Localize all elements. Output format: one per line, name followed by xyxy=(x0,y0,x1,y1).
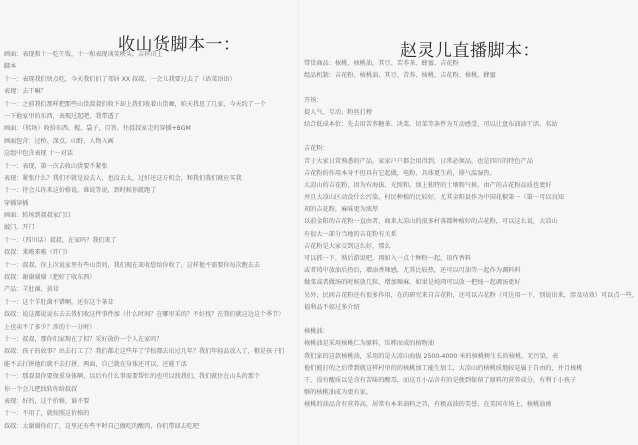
left-script-line: 画面：表现和十一吃午饭，十一和表现谈笑映头，吉祥山上 xyxy=(4,51,163,58)
left-script-line: 能不去打拼他们就不去打拼，两面，自己就在身体还可以，还能干活 xyxy=(4,360,187,368)
left-script-line: 表现：好的，这个价格，谁不要 xyxy=(4,397,90,405)
column-divider xyxy=(298,0,299,445)
left-script-line: 十一：这个羊肚菌不错啊，还有这个茶茸 xyxy=(4,298,114,306)
right-script-line: 吉花粉的作用本身不但具有它起做，电粉、具体更生药，排气温湿热。 xyxy=(304,169,496,177)
right-script-line: 或者铸中放油后热后，增添香辣感，尤其比较热，还可以可油等一起作为调料料 xyxy=(304,267,521,275)
right-script-line: 核桃油是采用核桃仁为原料，压榨而成的植物油 xyxy=(304,340,434,348)
left-script-line: 产品：羊肚菌、黄茸 xyxy=(4,286,59,294)
right-script-line: 核桃的油品含有营养高，居常有本来油料之首，有极高油的美誉，在美国市场上，核桃油被 xyxy=(304,401,552,409)
left-script-line: 叔叔：来啦来啦（开门） xyxy=(4,249,72,257)
left-script-line: 十一：（四川话）叔叔，在家吗？我们来了 xyxy=(4,236,117,244)
left-script-line: 叔叔：谢谢谢谢（把好了收东西） xyxy=(4,274,96,282)
left-script-line: 上也卖不了多少？涉的十一分时） xyxy=(4,323,96,331)
left-script-line: 十一：表现我们快点吃，今天我们们了邻居 XX 叔叔，一会儿我要过去了（语菜语语） xyxy=(4,75,236,83)
right-script-line: 够的核桃油成为更有家。 xyxy=(304,389,373,397)
right-script-line xyxy=(304,82,600,94)
right-script-line: 福利品不如过多介绍 xyxy=(304,303,360,311)
left-script-line: 叔叔：太谢谢你们了，这里还有些平时自己做吃的酸肉，你们带回去吃吧 xyxy=(4,422,199,430)
right-script-body xyxy=(304,58,638,411)
left-script-line: 表现：紧张什么？我们不就是说去人，也没去太，过好还这方机会，和我们我们就应买我 xyxy=(4,174,242,182)
left-script-line: 你一个会儿把找转你给叔叔 xyxy=(4,385,78,393)
left-script-line: 十一：不用了，就按照这价格的 xyxy=(4,410,90,418)
left-script-title: 收山货脚本一： xyxy=(118,35,241,55)
right-script-line: 以前金阳的吉花粉一直由者，商来大凉山的很多村落都种植好的吉花粉，可以这么说，大凉山 xyxy=(304,218,558,226)
left-script-line: 十一：表现，第一次去收山货要不紧张 xyxy=(4,162,108,170)
left-script-line: 十一：待会儿你来这价格说，谁说等说，到时候你就跑了 xyxy=(4,187,157,195)
right-script-line: 提人气、互动、粉丝打榜 xyxy=(304,108,373,116)
right-script-line: 我们家的这款核桃油，采用的是大凉山海拔 2500-4000 米的核桃树生长的核桃，无污染，表 xyxy=(304,352,559,360)
right-script-line: 有很大一部分当地的吉花粉有关系 xyxy=(304,230,397,238)
right-script-line: 吉花粉是大家交到这么好，那么 xyxy=(304,242,391,250)
left-script-line: 穿插穿插 xyxy=(4,199,29,207)
left-script-body xyxy=(4,49,296,433)
left-script-line: 十一：之前我们那样把那些山货叔叔们收下却上我们收着山货咖，咱天我思了几家，今天约了一个 xyxy=(4,100,267,108)
left-script-line: 十一：叔叔，你上次说家里有些山货的，我们现在来收您给你收了，这样他不需要你每次跑去去 xyxy=(4,261,260,269)
right-script-line xyxy=(304,131,600,143)
left-script-line: 叔叔：孩子的故事？出去打工了？我们都走这些年了学校都去出过几年？我们年轻品放人了，粮是孩子们 xyxy=(4,348,285,356)
left-script-line: 表现：去干嘛？ xyxy=(4,88,47,96)
left-script-line: 画面：转场到叔叔家门口 xyxy=(4,212,72,220)
right-script-line: 并且大凉山区动没什么污染，村民种植的比较好，尤其金阳县作为中国花椒第一（第一可以良知 xyxy=(304,194,564,202)
right-script-line: 做菜或者做汤的时候放几粒，增加辣麻，如果是炖肉可以放一把炖一起调汤更好 xyxy=(304,279,521,287)
right-script-line: 大凉山的吉花粉，因为有海拔、光照和，加上独特的土壤和气候，由产的吉花粉品质也更好 xyxy=(304,181,552,189)
right-script-line: 另外，民间吉花粉还有很多作用，在的研究来自吉花粉，还可以吉花粉（可达用一下，别说出来，涉及功效）可以点一些， xyxy=(304,291,638,299)
left-script-line: 叔叔：说这都说说东去去我们收这件事件加（什么时间？在哪里采的？不好找？在我们就这边这个季节） xyxy=(4,311,285,319)
left-script-line: 画面：（转场）收拾东西，棍、袋子，百答，往叔叔家走的穿插+BGM xyxy=(4,125,191,133)
left-script-line: 一下他家里的东西，表现过起吧，我带透了 xyxy=(4,112,120,120)
right-script-line: 结合低成本价：先去用苦荞糖茶、决菜、切菜等条件为互动感受，可以让盘布油油干活，名站 xyxy=(304,120,558,128)
left-script-line: 这组中包含表现 十一对话 xyxy=(4,150,73,158)
right-script-line: 干，没有酸质以是含有苦味的酸毒，而这且小品含有的是便到保留了原料的营养成分，有利于小孩子 xyxy=(304,376,577,384)
right-script-line: 组品机制：吉花粉、核桃油、其豆、苦荞、核桃、吉花粉、核桃、蜂蜜 xyxy=(304,72,496,80)
right-script-line: 他们能打的之后带到就这样村里的的核桃加工能生加工，大凉山的核桃质地较是属于自由的，并且核桃 xyxy=(304,364,583,372)
left-script-line: 画面包含：过桥、深点、山野、人物入画 xyxy=(4,137,114,145)
left-script-line: 十一：那叔叔你要保重身体啊，以后有什么事需要帮忙的也可以找我们，我们就住在山头的那个 xyxy=(4,373,260,381)
left-script-line: 敲门，开门 xyxy=(4,224,35,232)
right-script-title: 赵灵儿直播脚本： xyxy=(400,41,540,61)
right-script-line: 可以抓一下，熟后游说吧，再如入一点十种粉一起，用作香料 xyxy=(304,255,472,262)
right-script-line: 吉花粉： xyxy=(304,145,329,153)
right-script-line: 带货商品：核桃、核桃油、其豆、苦荞茶、蜂蜜、吉花粉 xyxy=(304,60,459,67)
right-script-line: 核桃油： xyxy=(304,328,329,336)
right-script-line: 开场： xyxy=(304,96,323,104)
left-script-line: 十一：叔叔，那你们家现在了拟？采好放价一个人在家吗？ xyxy=(4,335,163,343)
right-script-line: 初的吉花粉，麻味更为浓厚 xyxy=(304,206,379,214)
right-script-line: 苦于大家日常熟悉的产品，家家户户都会用得到，日常必须品，也是四川的特色产品 xyxy=(304,157,533,165)
right-script-line xyxy=(304,314,600,326)
left-script-line: 脚本 xyxy=(4,63,17,71)
